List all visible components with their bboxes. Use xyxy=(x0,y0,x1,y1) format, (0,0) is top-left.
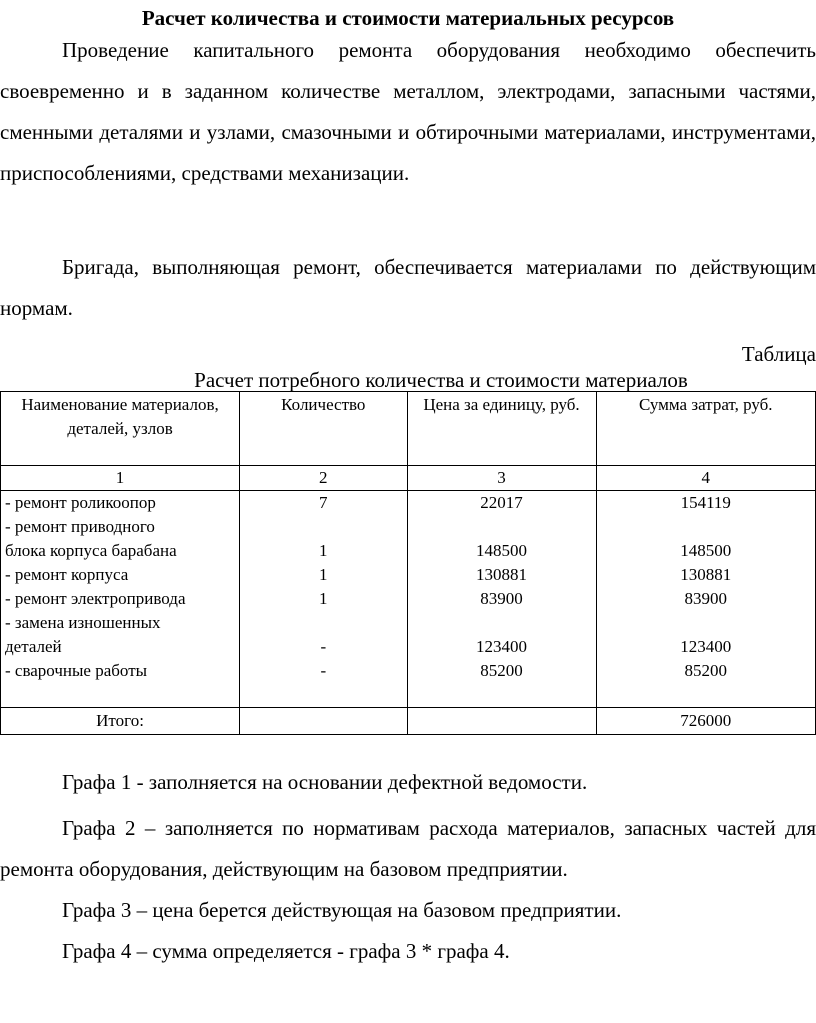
material-name: блока корпуса барабана xyxy=(5,541,177,560)
cost-value: 85200 xyxy=(684,661,727,680)
unit-price-value: 22017 xyxy=(480,493,523,512)
note-column-1: Графа 1 - заполняется на основании дефектной ведомости. xyxy=(62,770,588,794)
cost-value: 123400 xyxy=(680,637,732,656)
cost-value: 154119 xyxy=(680,493,731,512)
cost-value xyxy=(597,611,816,635)
table-total-row xyxy=(1,708,816,735)
table-number-label: Таблица xyxy=(741,342,816,366)
cost-value: 130881 xyxy=(680,565,732,584)
cost-value: 83900 xyxy=(684,589,727,608)
column-number-1: 1 xyxy=(1,466,240,491)
material-name: - сварочные работы xyxy=(5,661,148,680)
quantity-value: - xyxy=(320,661,327,680)
unit-price-value: 148500 xyxy=(476,541,527,560)
header-name: Наименование материалов, деталей, узлов xyxy=(1,392,240,466)
unit-price-value: 130881 xyxy=(476,565,527,584)
quantity-value: 1 xyxy=(319,589,328,608)
material-name: - ремонт электропривода xyxy=(5,589,186,608)
note-column-4: Графа 4 – сумма определяется - графа 3 * графа 4. xyxy=(62,939,510,963)
unit-price-value xyxy=(408,611,596,635)
header-quantity: Количество xyxy=(240,392,407,466)
material-name: - замена изношенных xyxy=(5,613,161,632)
total-label: Итого: xyxy=(1,708,240,735)
material-name: деталей xyxy=(5,637,62,656)
material-name: - ремонт приводного xyxy=(5,517,155,536)
material-name: - ремонт корпуса xyxy=(5,565,129,584)
brigade-paragraph: Бригада, выполняющая ремонт, обеспечивается материалами по действующим нормам. xyxy=(0,255,816,320)
unit-prices-cell xyxy=(407,491,596,708)
quantity-value xyxy=(240,515,406,539)
quantity-value: 1 xyxy=(319,541,328,560)
cost-value: 148500 xyxy=(680,541,732,560)
table-caption: Расчет потребного количества и стоимости материалов xyxy=(194,368,688,392)
table-body-row xyxy=(1,491,816,708)
unit-price-value: 123400 xyxy=(476,637,527,656)
material-name: - ремонт роликоопор xyxy=(5,493,156,512)
header-unit-price: Цена за единицу, руб. xyxy=(407,392,596,466)
unit-price-value: 83900 xyxy=(480,589,523,608)
column-number-2: 2 xyxy=(240,466,407,491)
column-number-4: 4 xyxy=(596,466,816,491)
material-names-cell xyxy=(1,491,240,708)
total-empty-cell xyxy=(240,708,407,735)
unit-price-value: 85200 xyxy=(480,661,523,680)
intro-paragraph: Проведение капитального ремонта оборудования необходимо обеспечить своевременно и в заданном количестве металлом, электродами, запасными частями, сменными деталями и узлами, смазочными и обтирочными материалами, инструментами, приспособлениями, средствами механизации. xyxy=(0,38,816,185)
column-number-3: 3 xyxy=(407,466,596,491)
header-total-cost: Сумма затрат, руб. xyxy=(596,392,816,466)
quantities-cell xyxy=(240,491,407,708)
quantity-value xyxy=(240,611,406,635)
total-value: 726000 xyxy=(596,708,816,735)
total-empty-cell xyxy=(407,708,596,735)
unit-price-value xyxy=(408,515,596,539)
table-header-row xyxy=(1,392,816,466)
quantity-value: 7 xyxy=(319,493,328,512)
cost-value xyxy=(597,515,816,539)
column-number-row xyxy=(1,466,816,491)
note-column-2: Графа 2 – заполняется по нормативам расхода материалов, запасных частей для ремонта оборудования, действующим на базовом предприятии. xyxy=(0,816,816,881)
materials-table xyxy=(0,391,816,735)
quantity-value: - xyxy=(320,637,327,656)
total-costs-cell xyxy=(596,491,816,708)
page-title: Расчет количества и стоимости материальных ресурсов xyxy=(141,6,675,30)
note-column-3: Графа 3 – цена берется действующая на базовом предприятии. xyxy=(62,898,622,922)
quantity-value: 1 xyxy=(319,565,328,584)
